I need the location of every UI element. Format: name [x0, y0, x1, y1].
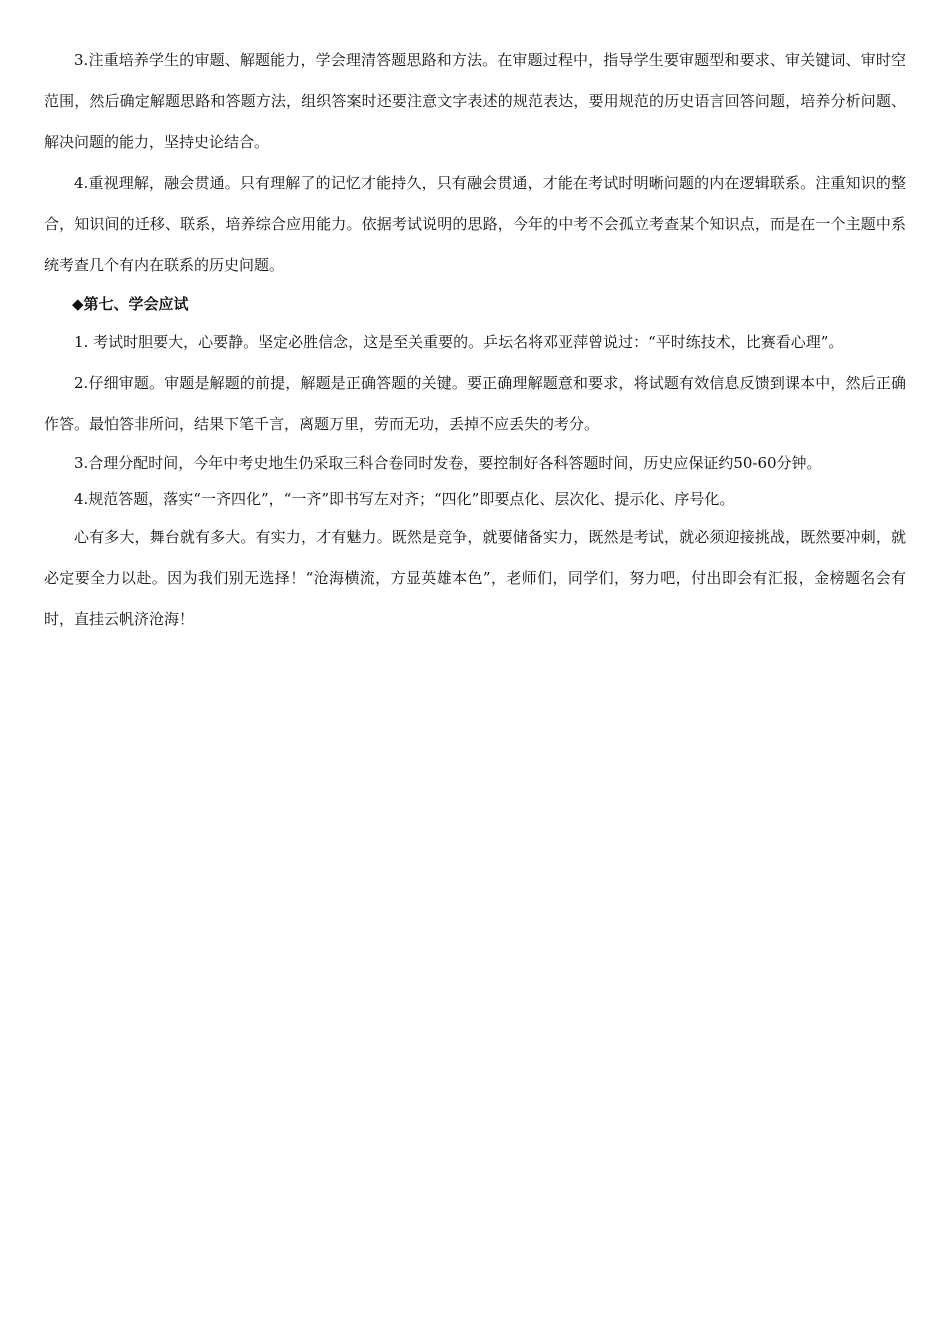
paragraph-closing: 心有多大，舞台就有多大。有实力，才有魅力。既然是竞争，就要储备实力，既然是考试，就必须迎接挑战，既然要冲刺，就必定要全力以赴。因为我们别无选择！“沧海横流，方显英雄本色”，老师们，同学们，努力吧，付出即会有汇报，金榜题名会有时，直挂云帆济沧海！: [44, 528, 906, 628]
paragraph-careful-reading: 2.仔细审题。审题是解题的前提，解题是正确答题的关键。要正确理解题意和要求，将试题有效信息反馈到课本中，然后正确作答。最怕答非所问，结果下笔千言，离题万里，劳而无功，丢掉不应丢失的考分。: [44, 374, 906, 433]
paragraph-standard-answers: 4.规范答题，落实“一齐四化”，“一齐”即书写左对齐；“四化”即要点化、层次化、提示化、序号化。: [74, 490, 735, 508]
paragraph-exam-mindset: 1. 考试时胆要大，心要静。坚定必胜信念，这是至关重要的。乒坛名将邓亚萍曾说过：“平时练技术，比赛看心理”。: [74, 333, 844, 351]
paragraph-analysis-skills: 3.注重培养学生的审题、解题能力，学会理清答题思路和方法。在审题过程中，指导学生要审题型和要求、审关键词、审时空范围，然后确定解题思路和答题方法，组织答案时还要注意文字表述的规范表达，要用规范的历史语言回答问题，培养分析问题、解决问题的能力，坚持史论结合。: [44, 51, 906, 151]
section-heading: ◆第七、学会应试: [72, 295, 189, 313]
document-page: [44, 40, 906, 640]
paragraph-time-allocation: 3.合理分配时间，今年中考史地生仍采取三科合卷同时发卷，要控制好各科答题时间，历史应保证约50-60分钟。: [74, 454, 822, 472]
paragraph-understanding: 4.重视理解，融会贯通。只有理解了的记忆才能持久，只有融会贯通，才能在考试时明晰问题的内在逻辑联系。注重知识的整合，知识间的迁移、联系，培养综合应用能力。依据考试说明的思路，今年的中考不会孤立考查某个知识点，而是在一个主题中系统考查几个有内在联系的历史问题。: [44, 174, 906, 274]
